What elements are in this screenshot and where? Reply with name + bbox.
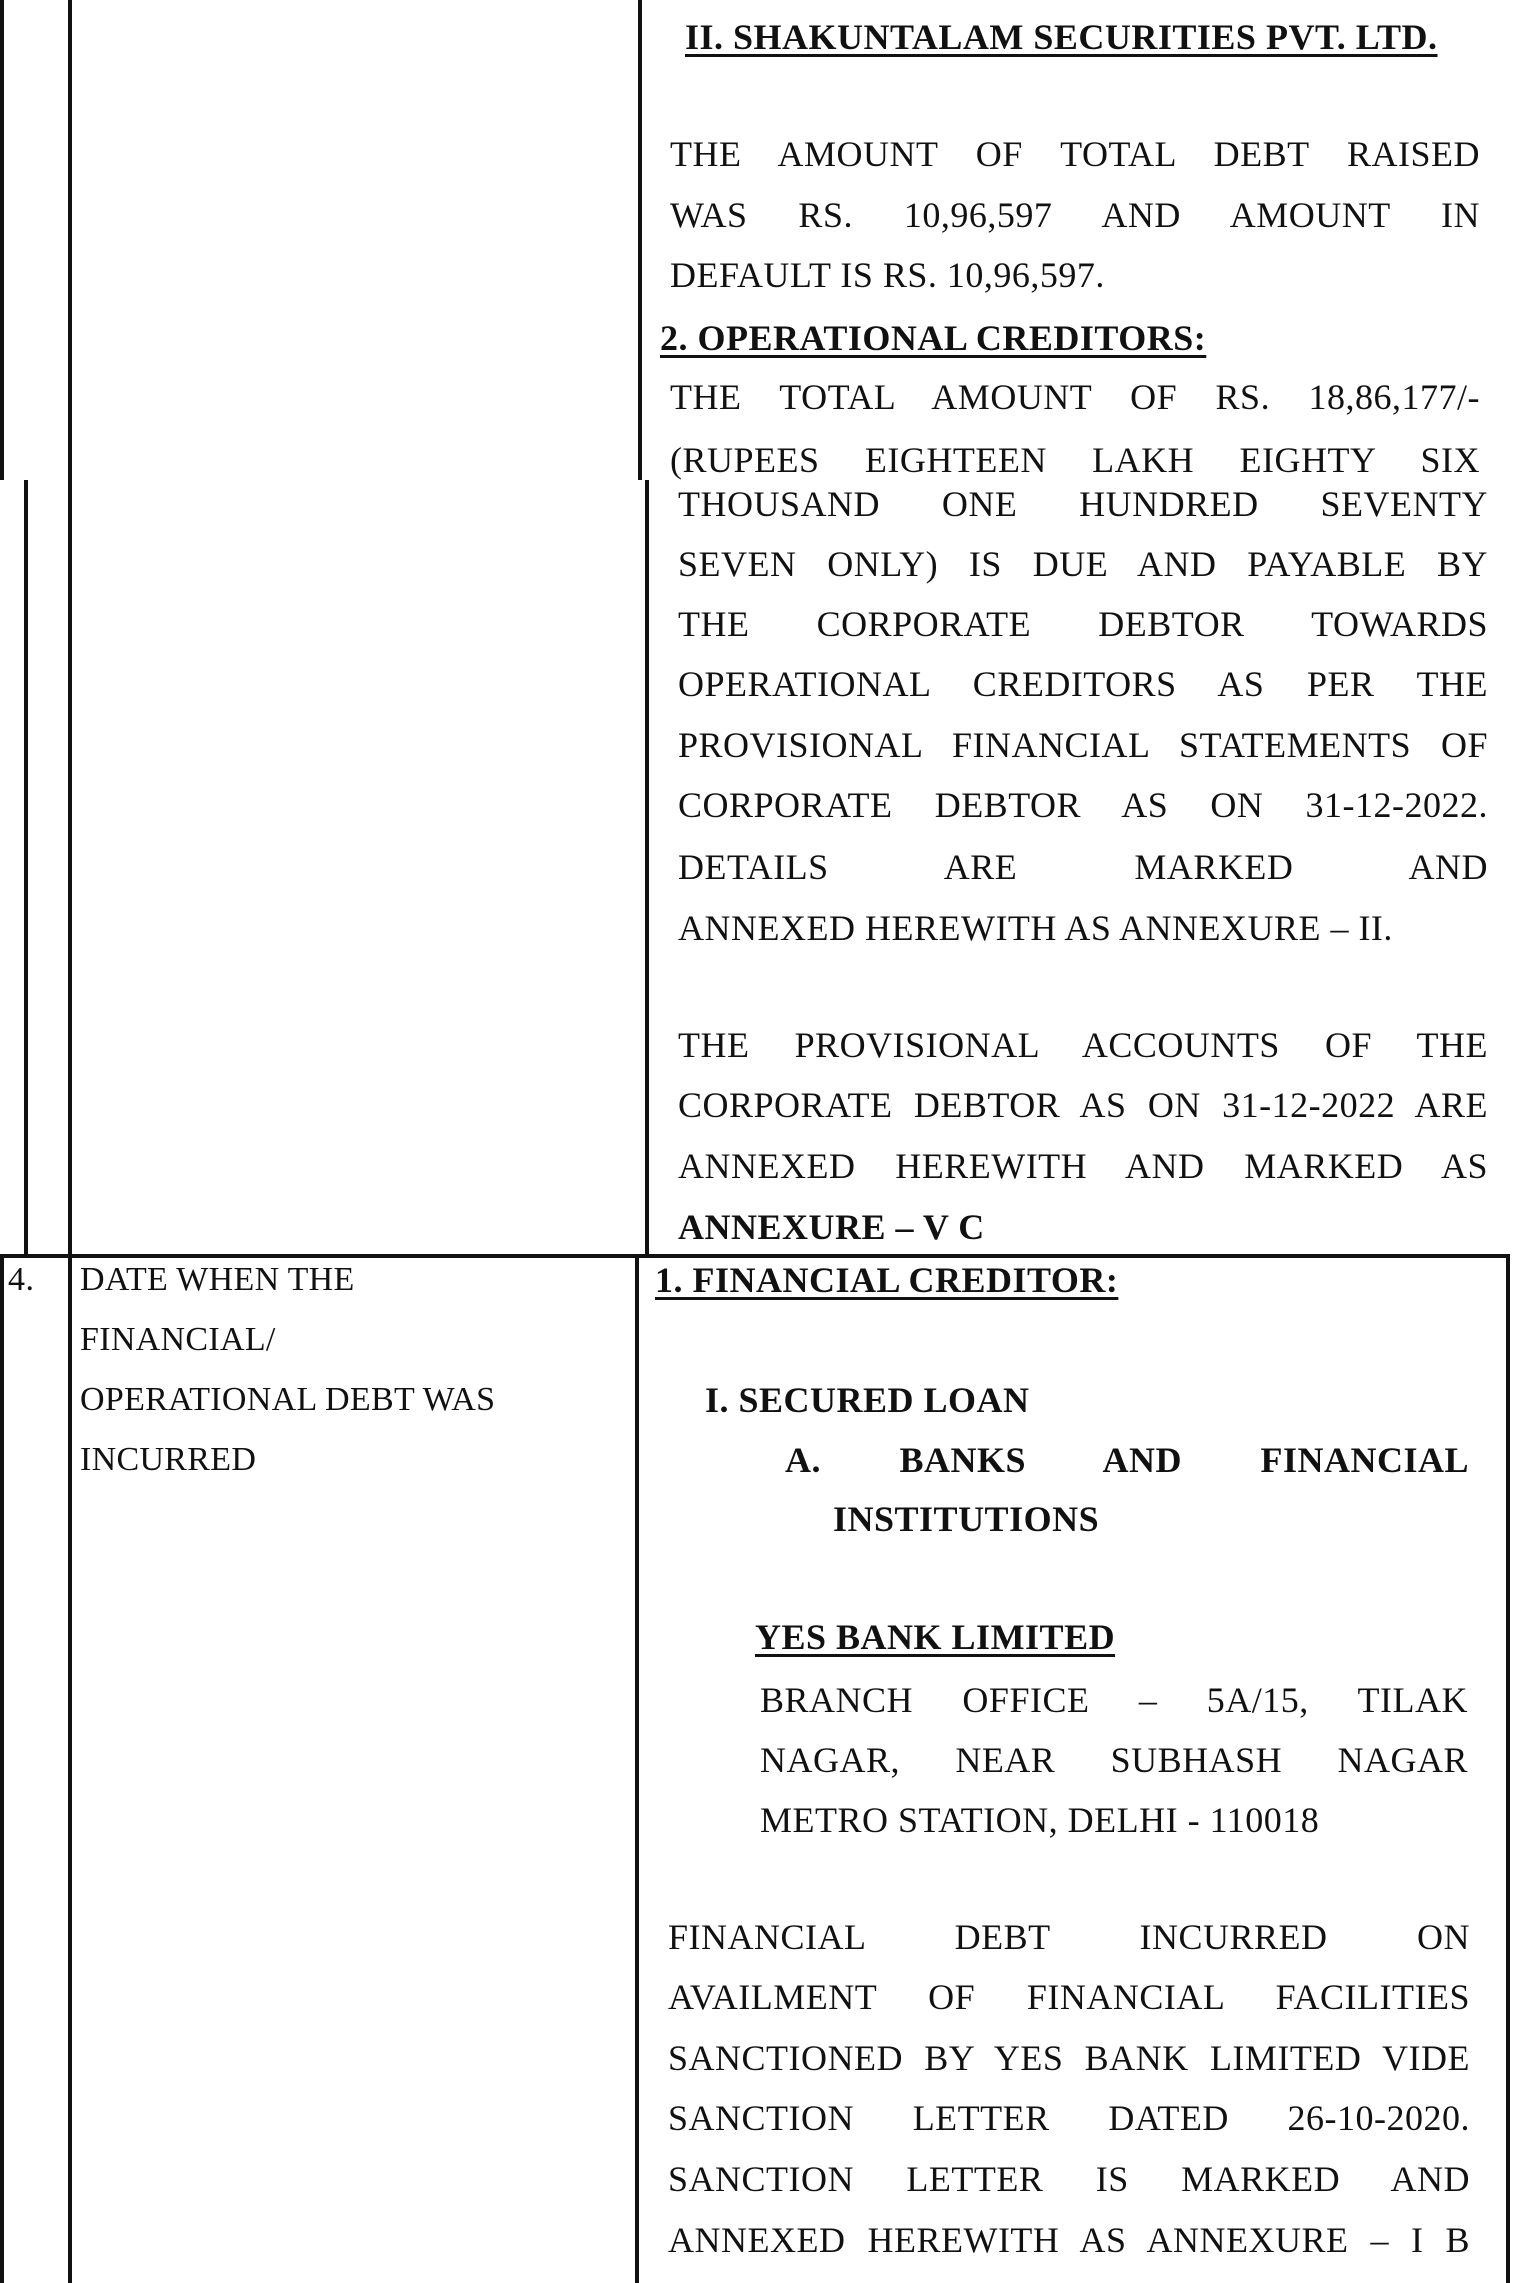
mid-para2-line4: ANNEXURE – V C <box>678 1207 985 1247</box>
mid-para1-line2: SEVEN ONLY) IS DUE AND PAYABLE BY <box>678 544 1488 584</box>
financial-creditor-heading: 1. FINANCIAL CREDITOR: <box>655 1260 1119 1300</box>
mid-para2-line2: CORPORATE DEBTOR AS ON 31-12-2022 ARE <box>678 1085 1488 1125</box>
address-line2: NAGAR, NEAR SUBHASH NAGAR <box>760 1740 1468 1780</box>
border-col2-top <box>638 0 642 480</box>
border-col1-bottom <box>68 1256 72 2283</box>
mid-para1-line6: CORPORATE DEBTOR AS ON 31-12-2022. <box>678 785 1488 825</box>
bottom-para-line3: SANCTIONED BY YES BANK LIMITED VIDE <box>668 2038 1470 2078</box>
mid-para1-line3: THE CORPORATE DEBTOR TOWARDS <box>678 604 1488 644</box>
mid-para1-line7: DETAILS ARE MARKED AND <box>678 847 1488 887</box>
mid-para2-line1: THE PROVISIONAL ACCOUNTS OF THE <box>678 1025 1488 1065</box>
top-para1-line3: DEFAULT IS RS. 10,96,597. <box>670 255 1105 295</box>
border-right-bottom <box>1506 1256 1510 2283</box>
top-para2-line1: THE TOTAL AMOUNT OF RS. 18,86,177/- <box>670 377 1480 417</box>
secured-loan-heading: I. SECURED LOAN <box>705 1380 1030 1420</box>
left-label-line4: INCURRED <box>80 1441 257 1478</box>
border-left-mid <box>24 480 28 1255</box>
left-label-line2: FINANCIAL/ <box>80 1321 276 1358</box>
address-line3: METRO STATION, DELHI - 110018 <box>760 1800 1320 1840</box>
border-left-top <box>0 0 4 480</box>
mid-para1-line4: OPERATIONAL CREDITORS AS PER THE <box>678 664 1488 704</box>
mid-para1-line8: ANNEXED HEREWITH AS ANNEXURE – II. <box>678 908 1393 948</box>
border-col1-top <box>68 0 72 480</box>
mid-para1-line5: PROVISIONAL FINANCIAL STATEMENTS OF <box>678 725 1488 765</box>
top-para1-line1: THE AMOUNT OF TOTAL DEBT RAISED <box>670 134 1480 174</box>
mid-para2-line3: ANNEXED HEREWITH AND MARKED AS <box>678 1146 1488 1186</box>
bottom-para-line5: SANCTION LETTER IS MARKED AND <box>668 2159 1470 2199</box>
border-col1-mid <box>68 480 72 1255</box>
top-para1-line2: WAS RS. 10,96,597 AND AMOUNT IN <box>670 195 1480 235</box>
bottom-para-line1: FINANCIAL DEBT INCURRED ON <box>668 1917 1470 1957</box>
address-line1: BRANCH OFFICE – 5A/15, TILAK <box>760 1680 1468 1720</box>
bottom-para-line2: AVAILMENT OF FINANCIAL FACILITIES <box>668 1977 1470 2017</box>
bottom-para-line6: ANNEXED HEREWITH AS ANNEXURE – I B <box>668 2220 1470 2260</box>
border-left-bottom <box>0 1256 4 2283</box>
operational-creditors-heading: 2. OPERATIONAL CREDITORS: <box>660 318 1207 358</box>
row-number: 4. <box>8 1261 35 1298</box>
border-col2-bottom <box>635 1256 639 2283</box>
left-label-line1: DATE WHEN THE <box>80 1261 355 1298</box>
top-para2-line2: (RUPEES EIGHTEEN LAKH EIGHTY SIX <box>670 440 1480 480</box>
bottom-para-line4: SANCTION LETTER DATED 26-10-2020. <box>668 2098 1470 2138</box>
banks-heading-line2: INSTITUTIONS <box>833 1499 1100 1539</box>
left-label-line3: OPERATIONAL DEBT WAS <box>80 1381 496 1418</box>
mid-para1-line1: THOUSAND ONE HUNDRED SEVENTY <box>678 484 1488 524</box>
yes-bank-heading: YES BANK LIMITED <box>755 1617 1116 1657</box>
border-col2-mid <box>645 480 649 1255</box>
banks-heading-line1: A. BANKS AND FINANCIAL <box>785 1440 1469 1480</box>
shakuntalam-heading: II. SHAKUNTALAM SECURITIES PVT. LTD. <box>685 17 1438 57</box>
